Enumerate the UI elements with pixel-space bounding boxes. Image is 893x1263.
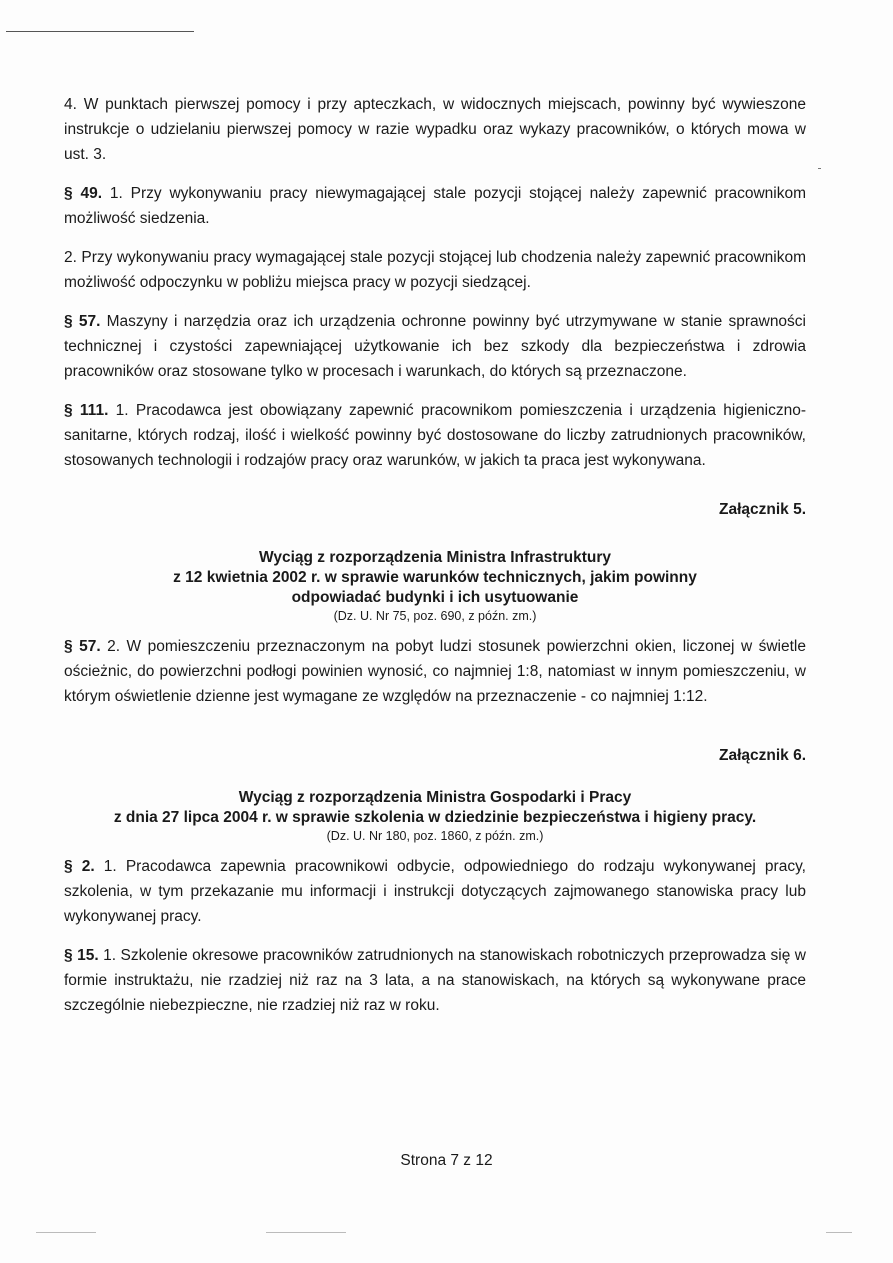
- annex-6-paragraph-2: [64, 854, 806, 929]
- annex-5-source: (Dz. U. Nr 75, poz. 690, z późn. zm.): [333, 609, 537, 623]
- annex-6-source: (Dz. U. Nr 180, poz. 1860, z późn. zm.): [326, 829, 544, 843]
- paragraph-49-2: [64, 245, 806, 295]
- paragraph-number: § 57.: [64, 638, 101, 655]
- paragraph-number: § 2.: [64, 858, 95, 875]
- scan-line-bottom-right: [826, 1232, 852, 1233]
- paragraph-number: § 49.: [64, 185, 103, 202]
- annex-6-title-line-2: z dnia 27 lipca 2004 r. w sprawie szkolenia w dziedzinie bezpieczeństwa i higieny pracy.: [113, 809, 757, 826]
- paragraph-111: [64, 398, 806, 473]
- paragraph-ust-4: [64, 92, 806, 167]
- annex-6-title-line-1: Wyciąg z rozporządzenia Ministra Gospodarki i Pracy: [238, 789, 632, 806]
- paragraph-text: 2. Przy wykonywaniu pracy wymagającej stale pozycji stojącej lub chodzenia należy zapewnić pracownikom możliwość odpoczynku w pobliżu miejsca pracy w pozycji siedzącej.: [64, 249, 806, 291]
- document-page: [64, 92, 806, 1018]
- annex-5-title-line-1: Wyciąg z rozporządzenia Ministra Infrastruktury: [259, 549, 611, 566]
- paragraph-text: Maszyny i narzędzia oraz ich urządzenia ochronne powinny być utrzymywane w stanie sprawności technicznej i czystości zapewniającej użytkowanie ich bez szkody dla bezpieczeństwa i zdrowia pracowników oraz stosowane tylko w procesach i warunkach, do których są przeznaczone.: [64, 313, 806, 380]
- annex-5-title-line-3: odpowiadać budynki i ich usytuowanie: [291, 589, 579, 606]
- paragraph-text: 2. W pomieszczeniu przeznaczonym na pobyt ludzi stosunek powierzchni okien, liczonej w świetle ościeżnic, do powierzchni podłogi powinien wynosić, co najmniej 1:8, natomiast w innym pomieszczeniu, w którym oświetlenie dzienne jest wymagane ze względów na przeznaczenie - co najmniej 1:12.: [64, 638, 806, 705]
- paragraph-text: 1. Przy wykonywaniu pracy niewymagającej stale pozycji stojącej należy zapewnić pracownikom możliwość siedzenia.: [64, 185, 806, 227]
- paragraph-number: § 111.: [64, 402, 109, 419]
- paragraph-number: § 57.: [64, 313, 101, 330]
- paragraph-text: 4. W punktach pierwszej pomocy i przy apteczkach, w widocznych miejscach, powinny być wywieszone instrukcje o udzielaniu pierwszej pomocy w razie wypadku oraz wykazy pracowników, o których mowa w ust. 3.: [64, 96, 806, 163]
- paragraph-text: 1. Szkolenie okresowe pracowników zatrudnionych na stanowiskach robotniczych przeprowadza się w formie instruktażu, nie rzadziej niż raz na 3 lata, a na stanowiskach, na których są wykonywane prace szczególnie niebezpieczne, nie rzadziej niż raz w roku.: [64, 947, 806, 1014]
- annex-6-paragraph-15: [64, 943, 806, 1018]
- paragraph-text: 1. Pracodawca jest obowiązany zapewnić pracownikom pomieszczenia i urządzenia higieniczno-sanitarne, których rodzaj, ilość i wielkość powinny być dostosowane do liczby zatrudnionych pracowników, stosowanych technologii i rodzajów pracy oraz warunków, w jakich ta praca jest wykonywana.: [64, 402, 806, 469]
- page-number: Strona 7 z 12: [400, 1152, 493, 1169]
- annex-5-paragraph-57: [64, 634, 806, 709]
- scan-line-top: [6, 31, 194, 32]
- paragraph-text: 1. Pracodawca zapewnia pracownikowi odbycie, odpowiedniego do rodzaju wykonywanej pracy, szkolenia, w tym przekazanie mu informacji i instrukcji dotyczących zajmowanego stanowiska pracy lub wykonywanej pracy.: [64, 858, 806, 925]
- scan-line-bottom-left: [36, 1232, 96, 1233]
- scan-mark: [818, 168, 821, 169]
- paragraph-number: § 15.: [64, 947, 99, 964]
- paragraph-57: [64, 309, 806, 384]
- annex-6-label: Załącznik 6.: [718, 747, 806, 764]
- annex-5-title-line-2: z 12 kwietnia 2002 r. w sprawie warunków technicznych, jakim powinny: [173, 569, 697, 586]
- annex-5-label: Załącznik 5.: [718, 501, 806, 518]
- scan-line-bottom-center: [266, 1232, 346, 1233]
- paragraph-49: [64, 181, 806, 231]
